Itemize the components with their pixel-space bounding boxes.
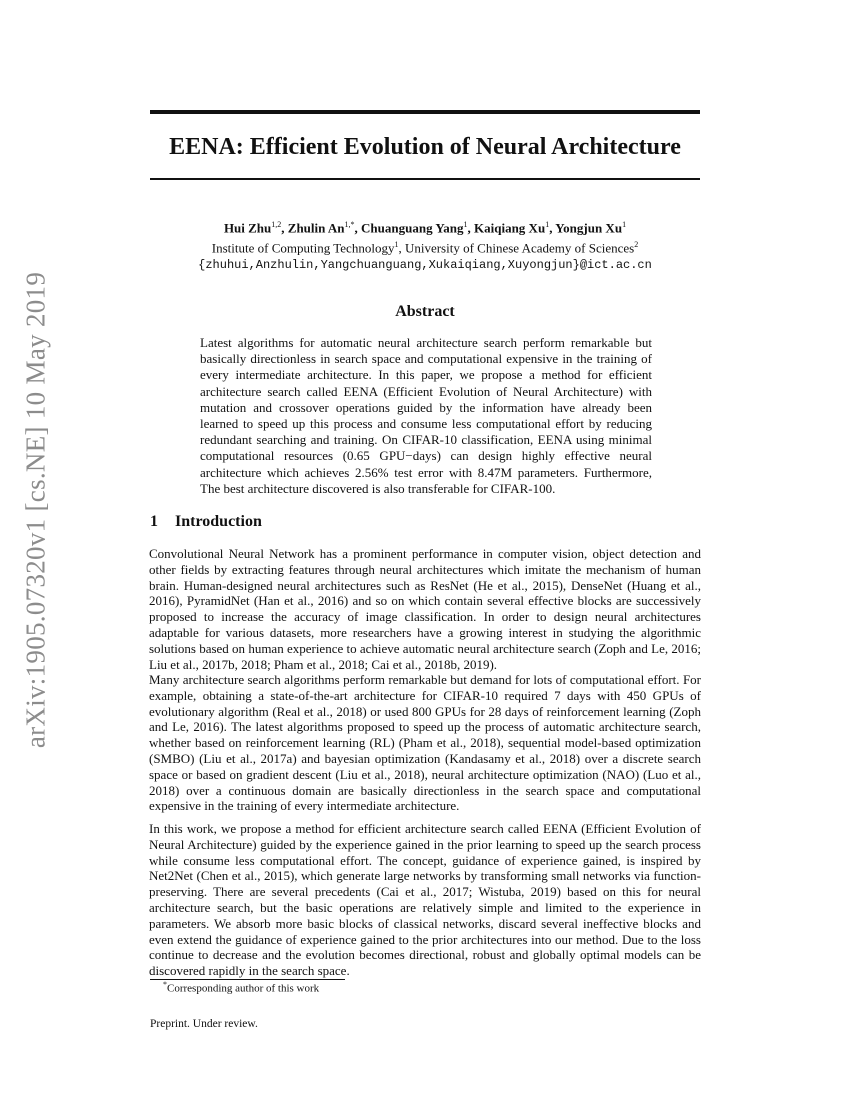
body-paragraph: In this work, we propose a method for efficient architecture search called EENA (Efficient Evolution of Neural Architecture) guided by the experience gained in the prior learning to speed up the search process while consume less computational effort. The concept, guidance of experience gained, is inspired by Net2Net (Chen et al., 2015), which generate large networks by transforming small networks via function-preserving. There are several precedents (Cai et al., 2017; Wistuba, 2019) based on this for neural architecture search, but the basic operations are relatively simple and limited to the experience in parameters. We absorb more basic blocks of classical networks, discard several ineffective blocks and even extend the guidance of experience gained to the prior architectures into our method. Due to the loss continue to decrease and the evolution becomes directional, robust and globally optimal models can be discovered rapidly in the search space.	[149, 821, 701, 979]
affiliation-mark: 1	[394, 240, 399, 250]
author-name: Yongjun Xu	[555, 220, 623, 236]
author-name: Kaiqiang Xu	[474, 220, 546, 236]
abstract-heading: Abstract	[395, 303, 455, 320]
arxiv-identifier-text: arXiv:1905.07320v1 [cs.NE] 10 May 2019	[20, 271, 51, 749]
body-paragraph: Many architecture search algorithms perform remarkable but demand for lots of computational effort. For example, obtaining a state-of-the-art architecture for CIFAR-10 required 7 days with 450 GPUs of evolutionary algorithm (Real et al., 2018) or used 800 GPUs for 28 days of reinforcement learning (Zoph and Le, 2016). The latest algorithms proposed to speed up the process of automatic architecture search, whether based on reinforcement learning (RL) (Pham et al., 2018), sequential model-based optimization (SMBO) (Liu et al., 2017a) and bayesian optimization (Kandasamy et al., 2018) over a discrete search space or based on gradient descent (Liu et al., 2018), neural architecture optimization (NAO) (Luo et al., 2018) over a continuous domain are basically directionless in the search space and computational expensive in the training of every intermediate architecture.	[149, 672, 701, 814]
author-affiliations: Institute of Computing Technology$^1$, University of Chinese Academy of Sciences$^2$	[211, 240, 639, 256]
preprint-notice: Preprint. Under review.	[150, 1018, 258, 1030]
footnote	[163, 980, 319, 995]
author-block	[150, 216, 700, 274]
body-paragraph: Convolutional Neural Network has a prominent performance in computer vision, object detection and other fields by extracting features through neural architectures which imitate the mechanism of human brain. Human-designed neural architectures such as ResNet (He et al., 2015), DenseNet (Huang et al., 2016), PyramidNet (Han et al., 2016) and so on which contain several effective blocks are successively proposed to increase the accuracy of image classification. In order to design neural architectures adaptable for various datasets, more researchers have a growing interest in studying the algorithmic solutions based on human experience to achieve automatic neural architecture search (Zoph and Le, 2016; Liu et al., 2017b, 2018; Pham et al., 2018; Cai et al., 2018b, 2019).	[149, 546, 701, 672]
author-affiliation-mark: 1	[463, 220, 468, 229]
paper-title: EENA: Efficient Evolution of Neural Architecture	[169, 134, 681, 160]
author-affiliation-mark: 1,*	[344, 220, 355, 229]
affiliation-mark: 2	[634, 240, 639, 250]
abstract-text: Latest algorithms for automatic neural architecture search perform remarkable but basically directionless in search space and computational expensive in the training of every intermediate architecture. In this paper, we propose a method for efficient architecture search called EENA (Efficient Evolution of Neural Architecture) with mutation and crossover operations guided by the information have already been learned to speed up this process and consume less computational effort by reducing redundant searching and training. On CIFAR-10 classification, EENA using minimal computational resources (0.65 GPU−days) can design highly effective neural architecture which achieves 2.56% test error with 8.47M parameters. Furthermore, The best architecture discovered is also transferable for CIFAR-100.	[200, 335, 652, 496]
author-affiliation-mark: 1	[622, 220, 627, 229]
author-name: Chuanguang Yang	[361, 220, 464, 236]
affiliation-name: University of Chinese Academy of Sciences	[404, 240, 635, 256]
section-title: Introduction	[175, 513, 262, 530]
footnote-mark: *	[163, 980, 167, 989]
title-bottom-rule	[150, 178, 700, 180]
section-heading	[150, 513, 262, 531]
author-name: Zhulin An	[287, 220, 345, 236]
title-top-rule	[150, 110, 700, 114]
author-emails: {zhuhui,Anzhulin,Yangchuanguang,Xukaiqiang,Xuyongjun}@ict.ac.cn	[198, 257, 652, 272]
author-name: Hui Zhu	[223, 220, 272, 236]
affiliation-name: Institute of Computing Technology	[211, 240, 395, 256]
author-affiliation-mark: 1	[545, 220, 550, 229]
section-number: 1	[150, 513, 158, 530]
author-affiliation-mark: 1,2	[271, 220, 282, 229]
author-names: Hui Zhu$^{1,2}$, Zhulin $An^{1,*}$, Chuanguang Yang$^1$, Kaiqiang Xu$^1$, Yongjun Xu$^1$	[223, 220, 627, 236]
footnote-text: Corresponding author of this work	[167, 982, 320, 995]
